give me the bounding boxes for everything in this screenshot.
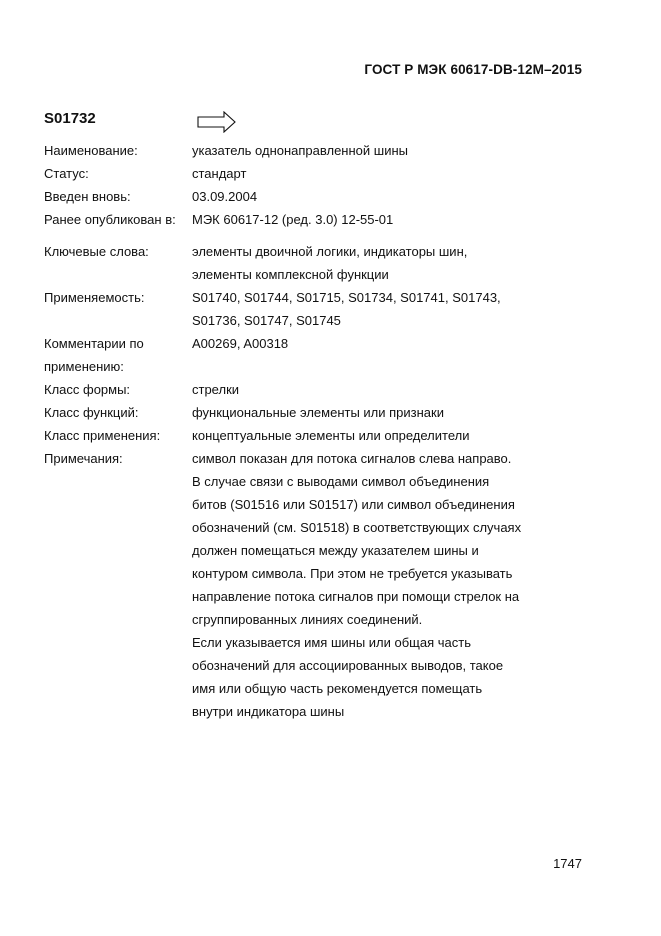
notes-line: направление потока сигналов при помощи стрелок на	[192, 589, 520, 604]
field-value-line: S01736, S01747, S01745	[192, 313, 341, 328]
standard-header: ГОСТ Р МЭК 60617-DB-12M–2015	[364, 62, 582, 77]
field-value: концептуальные элементы или определители	[192, 428, 470, 443]
field-applicability	[44, 286, 604, 332]
notes-line: сгруппированных линиях соединений.	[192, 612, 423, 627]
notes-line: символ показан для потока сигналов слева направо.	[192, 451, 512, 466]
field-comments	[44, 332, 604, 378]
field-value-line: S01740, S01744, S01715, S01734, S01741, S01743,	[192, 290, 501, 305]
field-label: Наименование:	[44, 143, 138, 158]
field-label: Класс формы:	[44, 382, 131, 397]
notes-line: В случае связи с выводами символ объединения	[192, 474, 490, 489]
field-label: Статус:	[44, 166, 89, 181]
field-application-class	[44, 424, 604, 447]
notes-line: имя или общую часть рекомендуется помещать	[192, 681, 483, 696]
field-label-line: Комментарии по	[44, 336, 144, 351]
field-value: A00269, A00318	[192, 336, 289, 351]
field-value: стандарт	[192, 166, 247, 181]
symbol-code: S01732	[44, 110, 96, 127]
field-label-line: применению:	[44, 359, 124, 374]
notes-line: должен помещаться между указателем шины и	[192, 543, 479, 558]
notes-line: обозначений для ассоциированных выводов, такое	[192, 658, 504, 673]
field-label: Введен вновь:	[44, 189, 131, 204]
field-name	[44, 139, 604, 162]
field-form-class	[44, 378, 604, 401]
notes-line: контуром символа. При этом не требуется указывать	[192, 566, 513, 581]
field-label: Класс функций:	[44, 405, 139, 420]
field-label: Ключевые слова:	[44, 244, 149, 259]
field-value: функциональные элементы или признаки	[192, 405, 444, 420]
bus-indicator-arrow-icon	[197, 111, 237, 133]
field-label: Применяемость:	[44, 290, 145, 305]
field-value: МЭК 60617-12 (ред. 3.0) 12-55-01	[192, 212, 394, 227]
field-published	[44, 208, 604, 231]
field-label: Примечания:	[44, 451, 123, 466]
field-keywords	[44, 240, 604, 286]
field-value: указатель однонаправленной шины	[192, 143, 408, 158]
page-number: 1747	[553, 856, 582, 871]
notes-line: внутри индикатора шины	[192, 704, 345, 719]
notes-line: битов (S01516 или S01517) или символ объединения	[192, 497, 515, 512]
field-label: Класс применения:	[44, 428, 161, 443]
notes-line: Если указывается имя шины или общая часть	[192, 635, 471, 650]
field-introduced	[44, 185, 604, 208]
field-label: Ранее опубликован в:	[44, 212, 176, 227]
field-notes	[44, 447, 604, 723]
notes-line: обозначений (см. S01518) в соответствующих случаях	[192, 520, 522, 535]
field-value: 03.09.2004	[192, 189, 258, 204]
field-function-class	[44, 401, 604, 424]
field-value-line: элементы двоичной логики, индикаторы шин,	[192, 244, 468, 259]
field-value: стрелки	[192, 382, 240, 397]
field-value-line: элементы комплексной функции	[192, 267, 389, 282]
symbol-attributes	[44, 139, 604, 723]
field-status	[44, 162, 604, 185]
